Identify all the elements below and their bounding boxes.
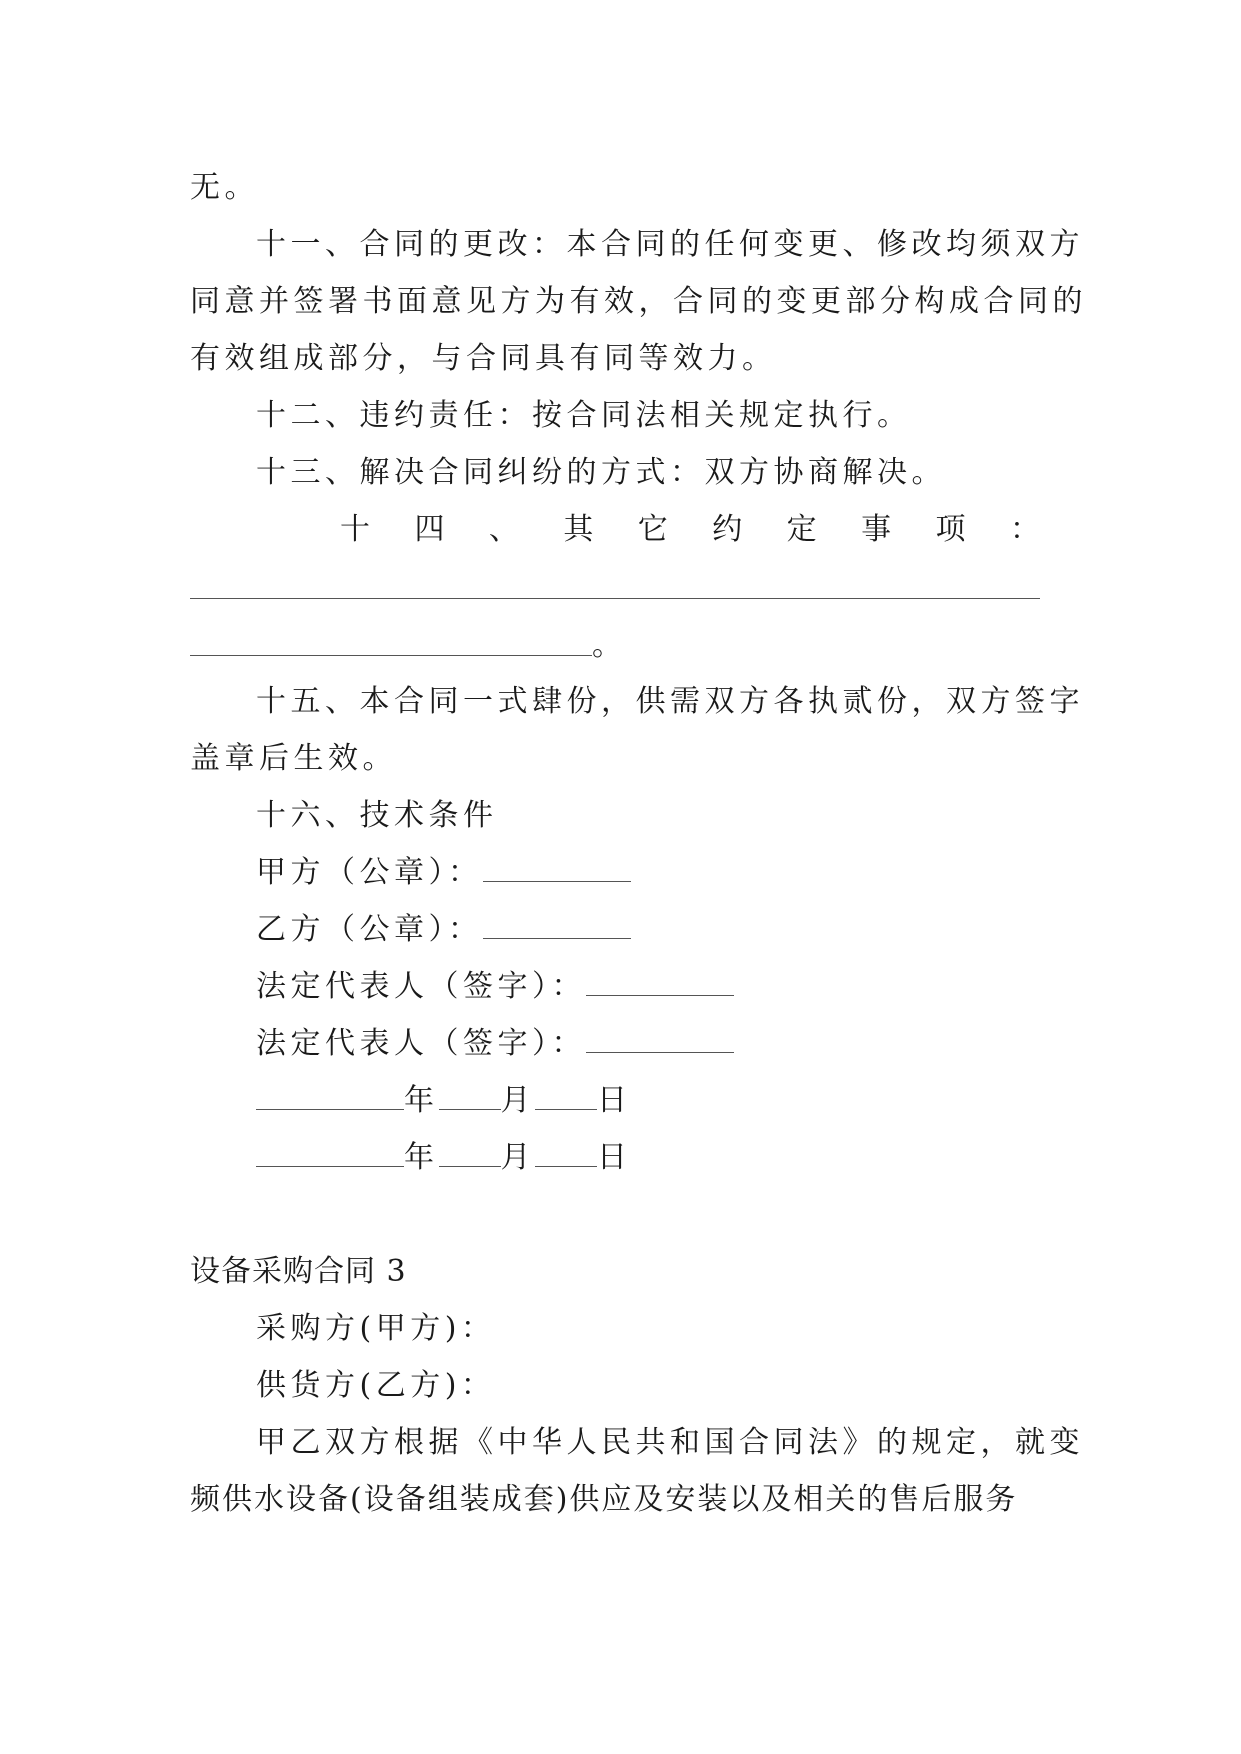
clause-char: 项 bbox=[935, 512, 966, 547]
paragraph-line: 十一、合同的更改：本合同的任何变更、修改均须双方 bbox=[256, 227, 1084, 262]
clause-char: 四 bbox=[414, 512, 445, 547]
day-label: 日 bbox=[597, 1140, 632, 1175]
period-mark: 。 bbox=[592, 628, 627, 663]
clause-char: 事 bbox=[861, 512, 892, 547]
date-line bbox=[256, 1081, 1126, 1121]
representative-line bbox=[256, 1024, 1126, 1064]
representative-label: 法定代表人（签字）： bbox=[256, 969, 586, 1004]
signature-blank bbox=[483, 855, 631, 882]
section-title: 设备采购合同 3 bbox=[190, 1254, 407, 1289]
month-label: 月 bbox=[500, 1140, 535, 1175]
paragraph-line: 采购方(甲方)： bbox=[256, 1311, 496, 1346]
paragraph-line: 十三、解决合同纠纷的方式：双方协商解决。 bbox=[256, 455, 946, 490]
date-line bbox=[256, 1138, 1126, 1178]
clause-char: 其 bbox=[563, 512, 594, 547]
paragraph-line: 有效组成部分，与合同具有同等效力。 bbox=[190, 341, 777, 376]
signature-label: 乙方（公章）： bbox=[256, 912, 483, 947]
signature-blank bbox=[483, 912, 631, 939]
paragraph-line: 无。 bbox=[190, 170, 259, 205]
signature-line-party-b bbox=[256, 910, 1126, 950]
blank-underline bbox=[190, 598, 1040, 599]
day-blank bbox=[535, 1083, 597, 1110]
day-blank bbox=[535, 1140, 597, 1167]
justified-clause-line bbox=[340, 510, 1040, 550]
clause-char: 它 bbox=[637, 512, 668, 547]
signature-blank bbox=[586, 969, 734, 996]
month-blank bbox=[439, 1083, 501, 1110]
paragraph-line: 盖章后生效。 bbox=[190, 741, 397, 776]
clause-char: 约 bbox=[712, 512, 743, 547]
paragraph-line: 十六、技术条件 bbox=[256, 798, 498, 833]
paragraph-line: 十五、本合同一式肆份，供需双方各执贰份，双方签字 bbox=[256, 684, 1084, 719]
year-label: 年 bbox=[404, 1140, 439, 1175]
clause-char: ： bbox=[1009, 512, 1040, 547]
representative-label: 法定代表人（签字）： bbox=[256, 1026, 586, 1061]
signature-blank bbox=[586, 1026, 734, 1053]
blank-underline bbox=[190, 655, 592, 656]
paragraph-line: 甲乙双方根据《中华人民共和国合同法》的规定，就变 bbox=[256, 1425, 1084, 1460]
clause-char: 、 bbox=[488, 512, 519, 547]
month-label: 月 bbox=[500, 1083, 535, 1118]
signature-label: 甲方（公章）： bbox=[256, 855, 483, 890]
year-label: 年 bbox=[404, 1083, 439, 1118]
month-blank bbox=[439, 1140, 501, 1167]
paragraph-line: 十二、违约责任：按合同法相关规定执行。 bbox=[256, 398, 912, 433]
day-label: 日 bbox=[597, 1083, 632, 1118]
year-blank bbox=[256, 1140, 404, 1167]
year-blank bbox=[256, 1083, 404, 1110]
paragraph-line: 供货方(乙方)： bbox=[256, 1368, 496, 1403]
paragraph-line: 频供水设备(设备组装成套)供应及安装以及相关的售后服务 bbox=[190, 1482, 1018, 1517]
paragraph-line: 同意并签署书面意见方为有效，合同的变更部分构成合同的 bbox=[190, 284, 1087, 319]
clause-char: 十 bbox=[340, 512, 370, 547]
representative-line bbox=[256, 967, 1126, 1007]
clause-char: 定 bbox=[786, 512, 817, 547]
signature-line-party-a bbox=[256, 853, 1126, 893]
